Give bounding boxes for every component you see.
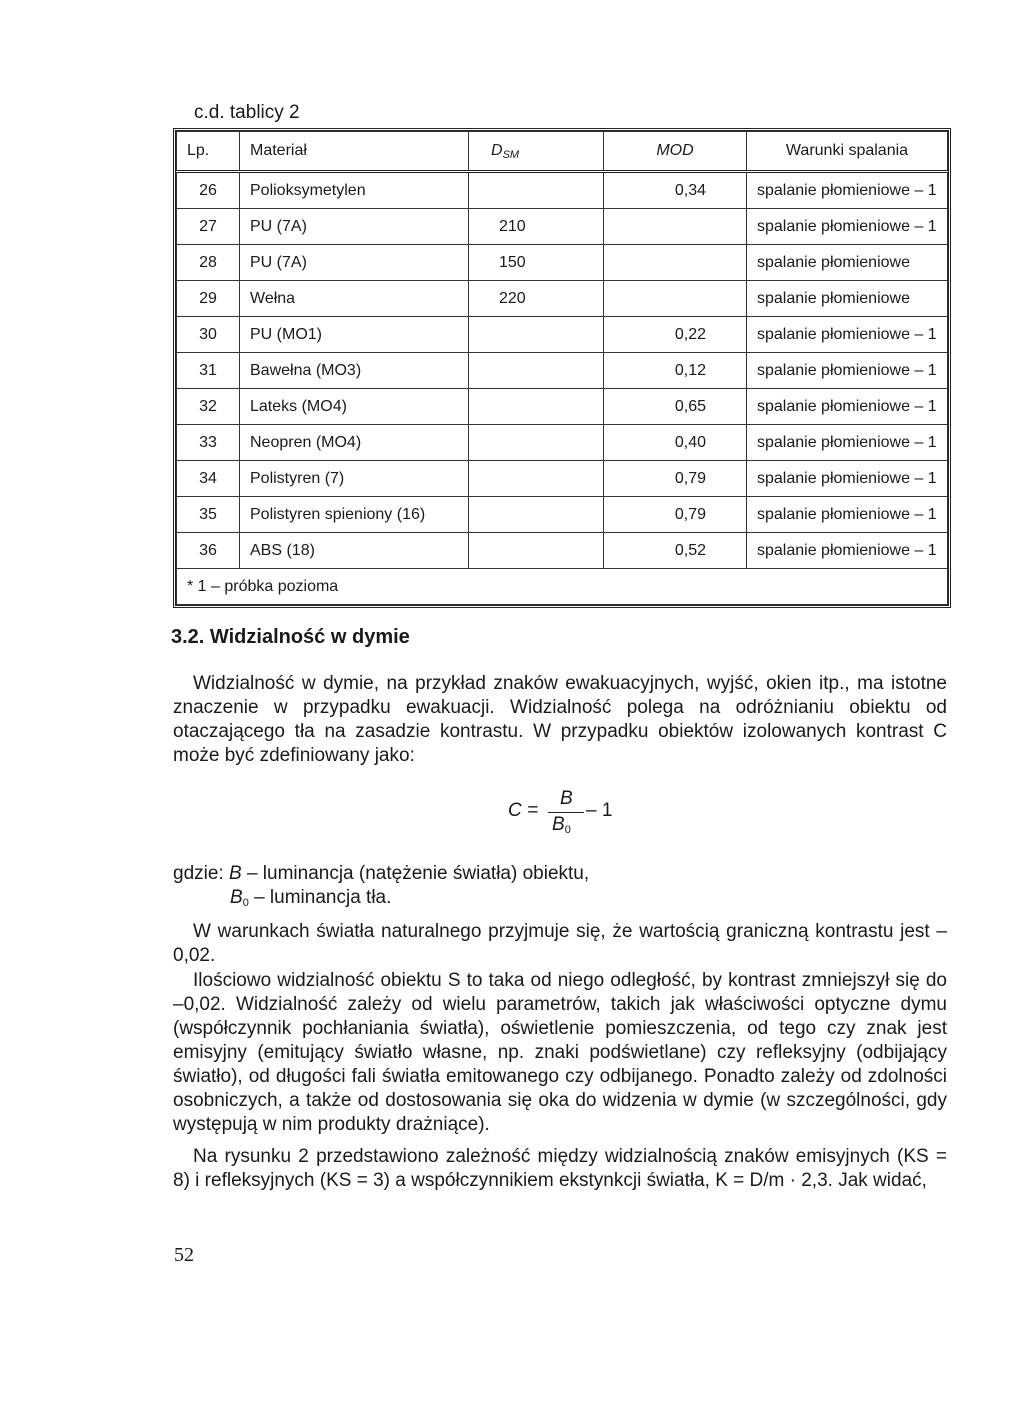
cell-material: Bawełna (MO3) bbox=[240, 353, 469, 389]
cell-mod: 0,52 bbox=[604, 533, 747, 569]
cell-mod bbox=[604, 281, 747, 317]
cell-lp: 32 bbox=[177, 389, 240, 425]
cell-material: Lateks (MO4) bbox=[240, 389, 469, 425]
cell-dsm: 150 bbox=[469, 245, 604, 281]
cell-lp: 30 bbox=[177, 317, 240, 353]
paragraph-4: Na rysunku 2 przedstawiono zależność między widzialnością znaków emisyjnych (KS = 8) i refleksyjnych (KS = 3) a współczynnikiem ekstynkcji światła, K = D/m · 2,3. Jak widać, bbox=[173, 1146, 947, 1191]
cell-lp: 36 bbox=[177, 533, 240, 569]
cell-lp: 31 bbox=[177, 353, 240, 389]
cell-dsm bbox=[469, 353, 604, 389]
table-header-row bbox=[177, 132, 948, 172]
where-symbol-b0: B bbox=[230, 887, 243, 908]
table-row bbox=[177, 353, 948, 389]
cell-material: Polistyren (7) bbox=[240, 461, 469, 497]
paragraph-1: Widzialność w dymie, na przykład znaków ewakuacyjnych, wyjść, okien itp., ma istotne znaczenie w przypadku ewakuacji. Widzialność polega na odróżnianiu obiektu od otaczającego tła na zasadzie kontrastu. W przypadku obiektów izolowanych kontrast C może być zdefiniowany jako: bbox=[173, 673, 947, 766]
formula-lhs: C = bbox=[508, 800, 539, 821]
cell-mod: 0,65 bbox=[604, 389, 747, 425]
where-text-1: – luminancja (natężenie światła) obiektu, bbox=[241, 863, 590, 884]
cell-material: Polistyren spieniony (16) bbox=[240, 497, 469, 533]
header-material: Materiał bbox=[240, 132, 469, 172]
header-warunki: Warunki spalania bbox=[747, 132, 948, 172]
cell-warunki: spalanie płomieniowe bbox=[747, 281, 948, 317]
header-mod: MOD bbox=[604, 132, 747, 172]
table-row bbox=[177, 245, 948, 281]
cell-material: PU (7A) bbox=[240, 209, 469, 245]
cell-warunki: spalanie płomieniowe – 1 bbox=[747, 172, 948, 209]
table-row bbox=[177, 425, 948, 461]
table-row bbox=[177, 317, 948, 353]
where-line-2 bbox=[230, 886, 391, 915]
cell-warunki: spalanie płomieniowe – 1 bbox=[747, 533, 948, 569]
cell-dsm bbox=[469, 533, 604, 569]
cell-material: PU (MO1) bbox=[240, 317, 469, 353]
cell-lp: 27 bbox=[177, 209, 240, 245]
cell-dsm: 210 bbox=[469, 209, 604, 245]
cell-mod: 0,40 bbox=[604, 425, 747, 461]
formula-den-sub: 0 bbox=[564, 824, 571, 836]
table-row bbox=[177, 209, 948, 245]
cell-material: Neopren (MO4) bbox=[240, 425, 469, 461]
cell-material: Wełna bbox=[240, 281, 469, 317]
cell-dsm bbox=[469, 497, 604, 533]
fraction-bar bbox=[548, 812, 584, 813]
cell-lp: 33 bbox=[177, 425, 240, 461]
cell-warunki: spalanie płomieniowe – 1 bbox=[747, 353, 948, 389]
table-row bbox=[177, 461, 948, 497]
where-symbol-b: B bbox=[228, 863, 242, 884]
header-dsm bbox=[469, 132, 604, 172]
paragraph-3: Ilościowo widzialność obiektu S to taka od niego odległość, by kontrast zmniejszył się do –0,02. Widzialność zależy od wielu parametrów, takich jak właściwości optyczne dymu (współczynnik pochłaniania światła), oświetlenie pomieszczenia, od tego czy znak jest emisyjny (emitujący światło własne, np. znaki podświetlane) czy refleksyjny (odbijający światło), od długości fali światła emitowanego czy odbijanego. Ponadto zależy od zdolności osobniczych, a także od dostosowania się oka do widzenia w dymie (w szczególności, gdy występują w nim produkty drażniące). bbox=[173, 970, 947, 1135]
table-row bbox=[177, 172, 948, 209]
cell-warunki: spalanie płomieniowe – 1 bbox=[747, 425, 948, 461]
table-caption: c.d. tablicy 2 bbox=[194, 102, 300, 123]
table-row bbox=[177, 281, 948, 317]
cell-dsm: 220 bbox=[469, 281, 604, 317]
cell-material: Polioksymetylen bbox=[240, 172, 469, 209]
cell-dsm bbox=[469, 317, 604, 353]
table-row bbox=[177, 533, 948, 569]
cell-warunki: spalanie płomieniowe – 1 bbox=[747, 461, 948, 497]
paragraph-2: W warunkach światła naturalnego przyjmuje się, że wartością graniczną kontrastu jest –0,02. bbox=[173, 921, 947, 966]
section-heading: 3.2. Widzialność w dymie bbox=[171, 626, 410, 648]
cell-mod: 0,79 bbox=[604, 497, 747, 533]
formula-numerator: B bbox=[560, 788, 573, 809]
table-row bbox=[177, 497, 948, 533]
cell-lp: 35 bbox=[177, 497, 240, 533]
table-footnote: * 1 – próbka pozioma bbox=[177, 569, 948, 605]
cell-lp: 29 bbox=[177, 281, 240, 317]
cell-material: PU (7A) bbox=[240, 245, 469, 281]
formula-denominator bbox=[552, 814, 571, 836]
cell-warunki: spalanie płomieniowe bbox=[747, 245, 948, 281]
cell-material: ABS (18) bbox=[240, 533, 469, 569]
page-number: 52 bbox=[174, 1244, 194, 1266]
cell-warunki: spalanie płomieniowe – 1 bbox=[747, 389, 948, 425]
cell-dsm bbox=[469, 172, 604, 209]
cell-mod: 0,12 bbox=[604, 353, 747, 389]
cell-warunki: spalanie płomieniowe – 1 bbox=[747, 317, 948, 353]
where-text-2: – luminancja tła. bbox=[248, 887, 392, 908]
cell-dsm bbox=[469, 389, 604, 425]
cell-mod bbox=[604, 209, 747, 245]
table-row bbox=[177, 389, 948, 425]
cell-dsm bbox=[469, 461, 604, 497]
header-lp: Lp. bbox=[177, 132, 240, 172]
cell-lp: 28 bbox=[177, 245, 240, 281]
cell-mod: 0,22 bbox=[604, 317, 747, 353]
where-line-1 bbox=[173, 862, 589, 886]
cell-lp: 26 bbox=[177, 172, 240, 209]
data-table bbox=[176, 131, 948, 605]
formula-den-main: B bbox=[552, 814, 565, 835]
cell-warunki: spalanie płomieniowe – 1 bbox=[747, 497, 948, 533]
where-prefix: gdzie: bbox=[173, 863, 229, 884]
contrast-formula bbox=[508, 790, 628, 850]
cell-lp: 34 bbox=[177, 461, 240, 497]
cell-mod bbox=[604, 245, 747, 281]
formula-rest: – 1 bbox=[586, 800, 613, 821]
cell-mod: 0,79 bbox=[604, 461, 747, 497]
cell-warunki: spalanie płomieniowe – 1 bbox=[747, 209, 948, 245]
cell-dsm bbox=[469, 425, 604, 461]
header-dsm-main: D bbox=[491, 141, 503, 159]
cell-mod: 0,34 bbox=[604, 172, 747, 209]
table-footnote-row bbox=[177, 569, 948, 605]
where-symbol-b0-sub: 0 bbox=[242, 897, 249, 909]
header-dsm-sub: SM bbox=[502, 148, 520, 161]
table-frame bbox=[173, 128, 951, 608]
